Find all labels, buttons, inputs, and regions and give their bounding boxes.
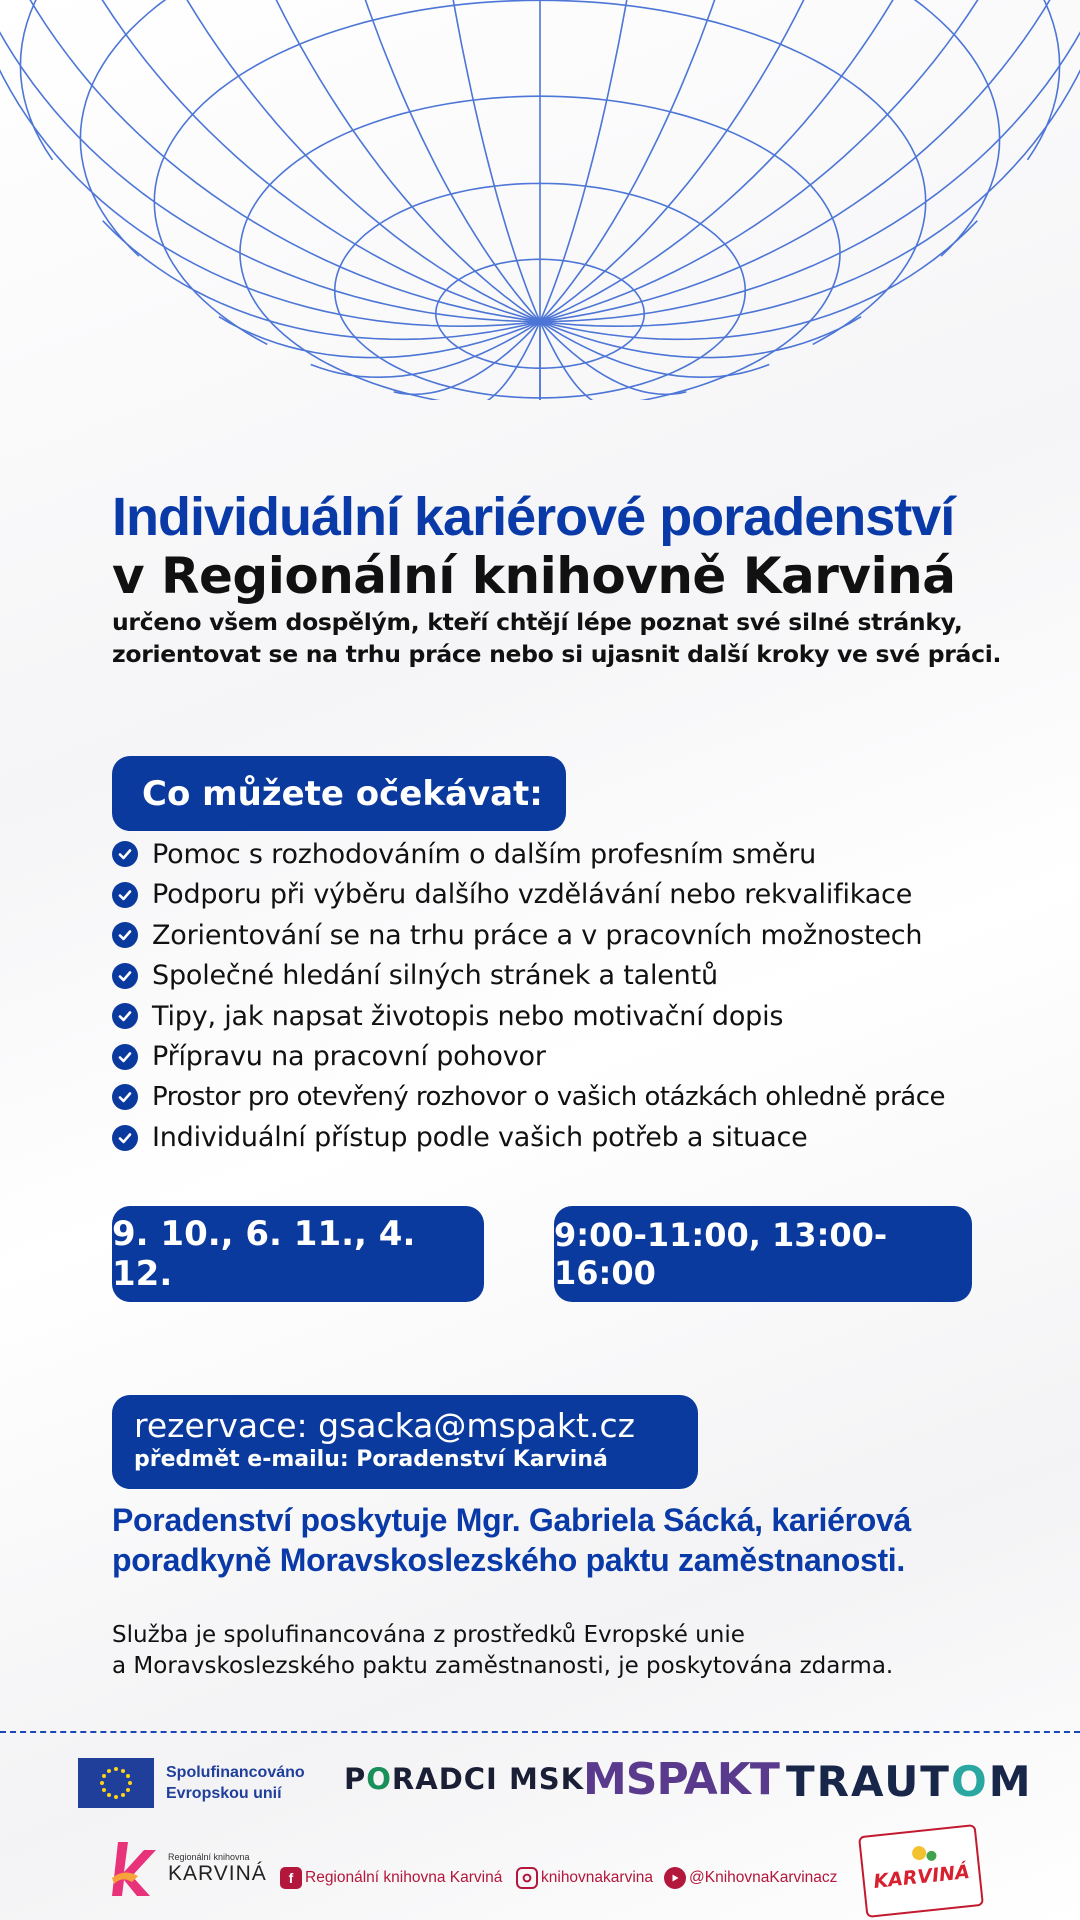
- globe-grid-line: [0, 0, 540, 322]
- trautom-logo-a: TRAUT: [786, 1757, 951, 1806]
- check-circle-icon: [112, 1084, 138, 1110]
- globe-grid-line: [394, 322, 540, 395]
- reservation-subject: předmět e-mailu: Poradenství Karviná: [134, 1447, 608, 1472]
- globe-grid-line: [540, 0, 674, 322]
- provider-info: [112, 1500, 1012, 1580]
- globe-grid-line: [540, 317, 861, 358]
- globe-grid-line: [407, 0, 541, 322]
- benefit-item: [112, 834, 1072, 875]
- benefit-text: Přípravu na pracovní pohovor: [152, 1041, 546, 1073]
- benefit-text: Prostor pro otevřený rozhovor o vašich otázkách ohledně práce: [152, 1082, 945, 1113]
- eu-cofunding-logo: [78, 1758, 305, 1808]
- times-badge: 9:00-11:00, 13:00-16:00: [554, 1206, 972, 1302]
- youtube-label: @KnihovnaKarvinacz: [689, 1869, 838, 1886]
- benefit-item: [112, 996, 1072, 1037]
- karvina-city-stamp-logo: [858, 1824, 984, 1918]
- globe-grid-line: [166, 0, 540, 322]
- globe-grid-line: [0, 0, 540, 322]
- subtitle: [112, 606, 1012, 670]
- dates-badge: 9. 10., 6. 11., 4. 12.: [112, 1206, 484, 1302]
- globe-grid-decoration: [0, 0, 1080, 400]
- title-line-1: Individuální kariérové poradenství: [112, 487, 955, 547]
- benefit-item: [112, 956, 1072, 997]
- library-small-text: Regionální knihovna: [168, 1852, 250, 1862]
- instagram-link[interactable]: [516, 1867, 653, 1889]
- instagram-icon: [516, 1867, 538, 1889]
- library-k-icon: [104, 1838, 162, 1900]
- benefit-text: Tipy, jak napsat životopis nebo motivační dopis: [152, 1000, 784, 1032]
- poradci-logo-o: O: [366, 1762, 392, 1796]
- globe-grid-line: [540, 221, 977, 340]
- eu-text-line-2: Evropskou unií: [166, 1785, 282, 1802]
- globe-grid-line: [219, 317, 540, 358]
- library-name: KARVINÁ: [168, 1862, 267, 1885]
- stamp-text: KARVINÁ: [872, 1860, 971, 1893]
- check-circle-icon: [112, 841, 138, 867]
- benefit-item: [112, 1118, 1072, 1159]
- check-circle-icon: [112, 1003, 138, 1029]
- benefit-item: [112, 875, 1072, 916]
- youtube-link[interactable]: [664, 1867, 837, 1889]
- check-circle-icon: [112, 963, 138, 989]
- instagram-label: knihovnakarvina: [541, 1869, 654, 1886]
- youtube-icon: [664, 1867, 686, 1889]
- globe-grid-line: [540, 0, 1080, 322]
- benefit-item: [112, 1037, 1072, 1078]
- funding-note-line-2: a Moravskoslezského paktu zaměstnanosti, je poskytována zdarma.: [112, 1653, 894, 1679]
- reservation-box: [112, 1395, 698, 1489]
- library-logo: [104, 1838, 267, 1900]
- reservation-email[interactable]: rezervace: gsacka@mspakt.cz: [134, 1406, 635, 1445]
- poradci-logo-p: P: [344, 1762, 367, 1796]
- globe-grid-line: [540, 0, 914, 322]
- benefit-item: [112, 915, 1072, 956]
- mspakt-logo: MSPAKT: [583, 1754, 779, 1805]
- check-circle-icon: [112, 1044, 138, 1070]
- eu-flag-icon: [78, 1758, 154, 1808]
- karvina-stamp-art: [868, 1834, 974, 1908]
- globe-grid-line: [0, 0, 540, 322]
- provider-line-2: poradkyně Moravskoslezského paktu zaměstnanosti.: [112, 1542, 905, 1578]
- expect-heading: Co můžete očekávat:: [112, 756, 566, 831]
- benefit-text: Podporu při výběru dalšího vzdělávání nebo rekvalifikace: [152, 879, 913, 911]
- facebook-label: Regionální knihovna Karviná: [305, 1869, 503, 1886]
- benefit-text: Zorientování se na trhu práce a v pracovních možnostech: [152, 919, 923, 951]
- benefit-item: [112, 1077, 1072, 1118]
- trautom-logo: [786, 1757, 1032, 1806]
- subtitle-line-1: určeno všem dospělým, kteří chtějí lépe poznat své silné stránky,: [112, 608, 963, 636]
- check-circle-icon: [112, 922, 138, 948]
- benefits-list: [112, 834, 1072, 1158]
- globe-grid-line: [103, 221, 540, 340]
- poradci-logo-rest: RADCI MSK: [391, 1762, 585, 1796]
- poradci-msk-logo: [344, 1762, 584, 1796]
- check-circle-icon: [112, 882, 138, 908]
- trautom-logo-b: M: [988, 1757, 1033, 1806]
- trautom-logo-o: O: [950, 1757, 989, 1806]
- globe-grid-line: [540, 0, 1080, 322]
- subtitle-line-2: zorientovat se na trhu práce nebo si ujasnit další kroky ve své práci.: [112, 640, 1002, 668]
- benefit-text: Individuální přístup podle vašich potřeb a situace: [152, 1122, 808, 1154]
- funding-note: [112, 1620, 1012, 1682]
- facebook-link[interactable]: [280, 1867, 502, 1889]
- funding-note-line-1: Služba je spolufinancována z prostředků Evropské unie: [112, 1622, 745, 1648]
- globe-grid-line: [540, 322, 686, 395]
- benefit-text: Pomoc s rozhodováním o dalším profesním směru: [152, 838, 817, 870]
- eu-text-line-1: Spolufinancováno: [166, 1764, 305, 1781]
- globe-grid-line: [540, 0, 1080, 322]
- benefit-text: Společné hledání silných stránek a talentů: [152, 960, 718, 992]
- provider-line-1: Poradenství poskytuje Mgr. Gabriela Sácká, kariérová: [112, 1502, 911, 1538]
- title-line-2: v Regionální knihovně Karviná: [112, 547, 956, 605]
- dashed-divider: [0, 1731, 1080, 1733]
- check-circle-icon: [112, 1125, 138, 1151]
- facebook-icon: f: [280, 1867, 302, 1889]
